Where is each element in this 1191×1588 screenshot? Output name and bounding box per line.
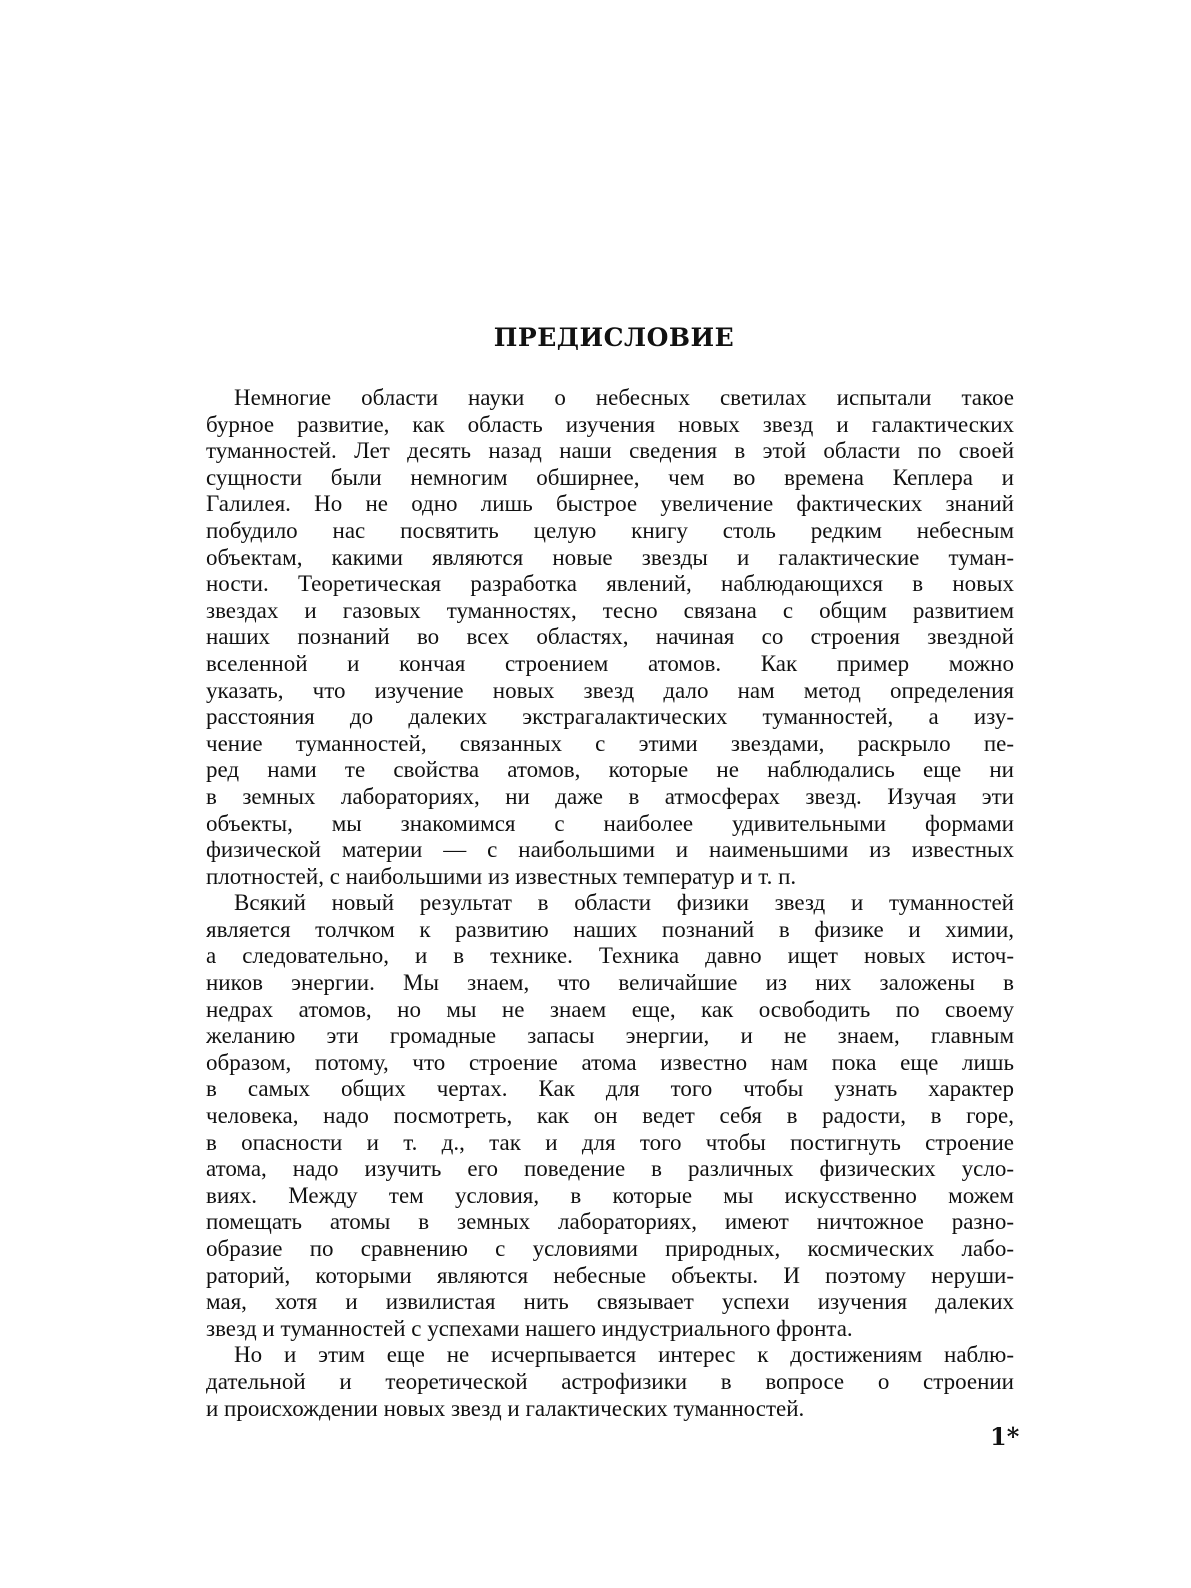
text-line: бурное развитие, как область изучения новых звезд и галактических xyxy=(206,411,1014,437)
text-line: вселенной и кончая строением атомов. Как пример можно xyxy=(206,650,1014,676)
text-line: звезд и туманностей с успехами нашего индустриального фронта. xyxy=(206,1315,853,1341)
text-line: звездах и газовых туманностях, тесно связана с общим развитием xyxy=(206,597,1014,623)
text-line: Всякий новый результат в области физики звезд и туманностей xyxy=(234,890,1014,916)
text-line: является толчком к развитию наших познаний в физике и химии, xyxy=(206,916,1014,942)
text-line: объектам, какими являются новые звезды и галактические туман- xyxy=(206,544,1014,570)
body-text xyxy=(206,385,1014,1422)
text-line: виях. Между тем условия, в которые мы искусственно можем xyxy=(206,1182,1014,1208)
text-line: желанию эти громадные запасы энергии, и не знаем, главным xyxy=(206,1023,1014,1049)
text-line: в опасности и т. д., так и для того чтобы постигнуть строение xyxy=(206,1129,1014,1155)
text-line: дательной и теоретической астрофизики в вопросе о строении xyxy=(206,1368,1014,1394)
text-line: а следовательно, и в технике. Техника давно ищет новых источ- xyxy=(206,943,1014,969)
text-line: указать, что изучение новых звезд дало нам метод определения xyxy=(206,677,1014,703)
page-number: 1* xyxy=(990,1422,1020,1451)
text-line: чение туманностей, связанных с этими звездами, раскрыло пе- xyxy=(206,730,1014,756)
text-line: в самых общих чертах. Как для того чтобы узнать характер xyxy=(206,1076,1014,1102)
text-line: туманностей. Лет десять назад наши сведения в этой области по своей xyxy=(206,438,1014,464)
text-line: побудило нас посвятить целую книгу столь редким небесным xyxy=(206,517,1014,543)
text-line: мая, хотя и извилистая нить связывает успехи изучения далеких xyxy=(206,1289,1014,1315)
text-line: плотностей, с наибольшими из известных температур и т. п. xyxy=(206,863,797,889)
text-line: в земных лабораториях, ни даже в атмосферах звезд. Изучая эти xyxy=(206,783,1014,809)
text-line: Но и этим еще не исчерпывается интерес к достижениям наблю- xyxy=(234,1342,1014,1368)
text-line: ред нами те свойства атомов, которые не наблюдались еще ни xyxy=(206,757,1014,783)
text-line: атома, надо изучить его поведение в различных физических усло- xyxy=(206,1156,1014,1182)
text-line: объекты, мы знакомимся с наиболее удивительными формами xyxy=(206,810,1014,836)
text-line: образие по сравнению с условиями природных, космических лабо- xyxy=(206,1236,1014,1261)
text-line: физической материи — с наибольшими и наименьшими из известных xyxy=(206,837,1014,863)
text-line: раторий, которыми являются небесные объекты. И поэтому неруши- xyxy=(206,1262,1014,1288)
text-line: наших познаний во всех областях, начиная со строения звездной xyxy=(206,624,1014,650)
paragraph-1 xyxy=(206,385,1014,890)
text-line: ности. Теоретическая разработка явлений, наблюдающихся в новых xyxy=(206,571,1014,597)
text-line: ников энергии. Мы знаем, что величайшие из них заложены в xyxy=(206,970,1014,996)
text-line: недрах атомов, но мы не знаем еще, как освободить по своему xyxy=(206,996,1014,1022)
text-line: расстояния до далеких экстрагалактических туманностей, а изу- xyxy=(206,704,1014,730)
text-line: помещать атомы в земных лабораториях, имеют ничтожное разно- xyxy=(206,1209,1014,1235)
text-line: человека, надо посмотреть, как он ведет себя в радости, в горе, xyxy=(206,1103,1014,1129)
text-line: и происхождении новых звезд и галактических туманностей. xyxy=(206,1395,805,1421)
text-line: образом, потому, что строение атома известно нам пока еще лишь xyxy=(206,1049,1014,1075)
text-line: Немногие области науки о небесных светилах испытали такое xyxy=(234,385,1014,410)
text-line: сущности были немногим обширнее, чем во времена Кеплера и xyxy=(206,464,1014,490)
page-title: ПРЕДИСЛОВИЕ xyxy=(493,323,735,352)
paragraph-2 xyxy=(206,890,1014,1342)
paragraph-3 xyxy=(206,1342,1014,1422)
text-line: Галилея. Но не одно лишь быстрое увеличение фактических знаний xyxy=(206,491,1014,517)
